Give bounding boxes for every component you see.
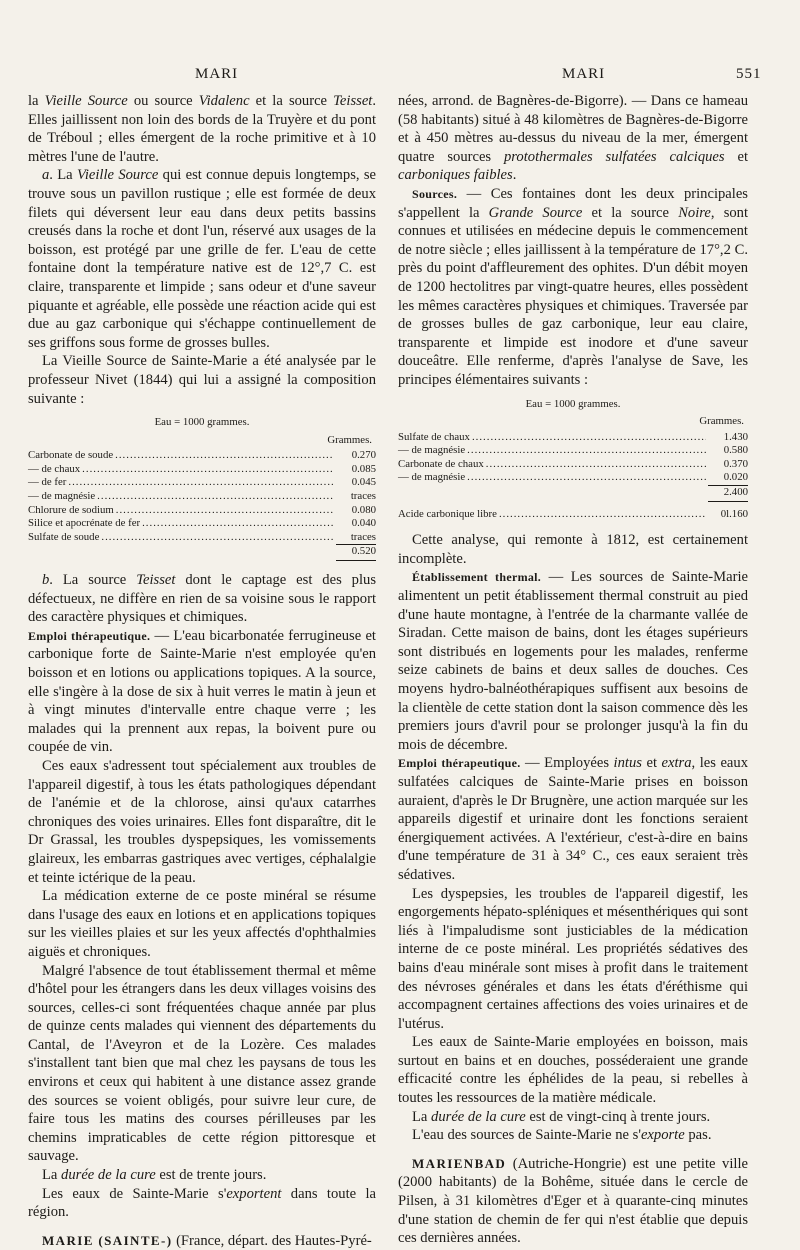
table-row: — de magnésie ..... 0.020: [398, 471, 748, 486]
paragraph: b. La source Teisset dont le captage est des plus défectueux, ne diffère en rien de sa voisine sous le rapport des caractère physiques et chimiques.: [28, 572, 377, 626]
section-label: Sources.: [412, 186, 458, 201]
paragraph: la Vieille Source ou source Vidalenc et la source Teisset. Elles jaillissent non loin des bords de la Truyère et du pont de Tréboul ; elles émergent de la roche primitive et à 10 mètres l'une de l'autre.: [28, 93, 377, 165]
table-row: Chlorure de sodium ..... 0.080: [28, 504, 376, 518]
table-total: 2.400: [398, 486, 748, 502]
running-head-right: MARI: [562, 66, 606, 82]
right-column: [398, 92, 748, 1248]
table-row: — de magnésie ..... traces: [28, 490, 376, 504]
table-total: 0.520: [28, 545, 376, 561]
paragraph: La durée de la cure est de trente jours.: [42, 1167, 267, 1184]
section-label: Emploi thérapeutique.: [398, 756, 521, 771]
paragraph: Cette analyse, qui remonte à 1812, est certainement incomplète.: [398, 532, 748, 567]
entry-paragraph: MARIE (SAINTE-) (France, départ. des Hautes-Pyré-: [42, 1232, 372, 1249]
entry-heading: MARIE (SAINTE-): [42, 1232, 173, 1248]
section-label: Emploi thérapeutique.: [28, 628, 151, 643]
paragraph: La durée de la cure est de vingt-cinq à trente jours.: [412, 1108, 711, 1125]
paragraph: La médication externe de ce poste minéral se résume dans l'usage des eaux en lotions et en applications topiques sur les vieilles plaies et sur les yeux affectés d'ophthalmies aiguës et chroniques.: [28, 888, 376, 960]
table-row: Silice et apocrénate de fer ..... 0.040: [28, 517, 376, 531]
table-row: — de fer ..... 0.045: [28, 476, 376, 490]
paragraph: La Vieille Source de Sainte-Marie a été analysée par le professeur Nivet (1844) qui lui a assigné la composition suivante :: [28, 353, 376, 407]
paragraph: nées, arrond. de Bagnères-de-Bigorre). — Dans ce hameau (58 habitants) situé à 48 kilomètres de Bagnères-de-Bigorre et à 450 mètres au-dessus du niveau de la mer, émergent quatre sources protothermales sulfatées calciques et carboniques faibles.: [398, 93, 749, 184]
table-unit: Grammes.: [699, 415, 744, 428]
table-row: Sulfate de chaux ..... 1.430: [398, 431, 748, 445]
table-row: Carbonate de soude ..... 0.270: [28, 449, 376, 463]
analysis-table-nivet: [28, 416, 376, 561]
paragraph: a. La Vieille Source qui est connue depuis longtemps, se trouve sous un pavillon rustique ; elle est formée de deux filets qui déversent leur eau dans deux petits bassins creusés dans la roche et dont l'un, réservé aux usages de la boisson, est protégé par une grille de fer. L'eau de cette fontaine dont la température native est de 12°,7 C. est claire, transparente et limpide ; sans odeur et d'une saveur piquante et agréable, elle possède une réaction acide qui est due au gaz carbonique qui s'échappe continuellement de ses griffons sous forme de grosses bulles.: [28, 167, 377, 351]
left-column: [28, 92, 376, 1250]
entry-paragraph: MARIENBAD (Autriche-Hongrie) est une petite ville (2000 habitants) de la Bohême, située dans le cercle de Pilsen, à 31 kilomètres d'Eger et à quarante-cinq minutes d'une station de chemin de fer qui n'est établie que depuis ces dernières années.: [398, 1155, 748, 1247]
paragraph: L'eau des sources de Sainte-Marie ne s'exporte pas.: [412, 1127, 712, 1144]
paragraph: Les eaux de Sainte-Marie s'exportent dans toute la région.: [28, 1185, 376, 1221]
table-unit: Grammes.: [327, 433, 372, 446]
table-row: Carbonate de chaux ..... 0.370: [398, 458, 748, 472]
paragraph: Emploi thérapeutique. — L'eau bicarbonatée ferrugineuse et carbonique forte de Sainte-Marie n'est employée qu'en boisson et en lotions ou applications topiques. A la source, elle s'ingère à la dose de six à huit verres le matin à jeun et à vingt minutes d'intervalle entre chaque verre ; les malades qui la prennent aux repas, la boivent pure ou coupée de vin.: [28, 627, 376, 756]
table-row: Sulfate de soude ..... traces: [28, 531, 376, 546]
running-head-left: MARI: [195, 66, 239, 82]
paragraph: Les eaux de Sainte-Marie employées en boisson, mais surtout en bains et en douches, posséderaient une grande efficacité contre les éphélides de la peau, si rebelles à toutes les ressources de la matière médicale.: [398, 1034, 748, 1107]
section-label: Établissement thermal.: [412, 570, 542, 585]
paragraph: Sources. — Ces fontaines dont les deux principales s'appellent la Grande Source et la source Noire, sont connues et utilisées en médecine depuis le commencement de notre siècle ; elles jaillissent à la température de 17°,2 C. près du point d'affleurement des ophites. D'un débit moyen de 1200 hectolitres par vingt-quatre heures, elles possèdent les mêmes caractères physiques et chimiques. Traversée par de grosses bulles de gaz carbonique, leur eau claire, transparente et limpide est inodore et d'une saveur douceâtre. Elle renferme, d'après l'analyse de Save, les principes élémentaires suivants :: [398, 185, 749, 388]
table-row: — de magnésie ..... 0.580: [398, 444, 748, 458]
table-row: — de chaux ..... 0.085: [28, 463, 376, 477]
entry-heading: MARIENBAD: [412, 1155, 507, 1171]
paragraph: Emploi thérapeutique. — Employées intus et extra, les eaux sulfatées calciques de Sainte-Marie prises en boisson auraient, d'après le Dr Brugnère, une action marquée sur les appareils digestif et urinaire dont les fonctions seraient énergiquement activées. A l'extérieur, c'est-à-dire en bains d'une température de 31 à 34° C., ces eaux seraient très sédatives.: [398, 755, 748, 883]
paragraph: Ces eaux s'adressent tout spécialement aux troubles de l'appareil digestif, à tous les états pathologiques dépendant de l'anémie et de la chlorose, ainsi qu'aux catarrhes chroniques des voies urinaires. Elles font disparaître, dit le Dr Grassal, les troubles dyspepsiques, les vomissements glaireux, les embarras gastriques avec vertiges, céphalalgie et teinte ictérique de la peau.: [28, 757, 376, 886]
analysis-table-save: [398, 398, 748, 522]
page-number: 551: [736, 66, 762, 82]
paragraph: Les dyspepsies, les troubles de l'appareil digestif, les engorgements hépato-spléniques et mésenthériques qui sont liés à l'impaludisme sont justiciables de la médication interne de ce poste minéral. Les propriétés sédatives des bains d'eau minérale sont mises à profit dans le traitement des névroses générales et dans les états d'éréthisme qui accompagnent certaines affections des voies urinaires et de l'utérus.: [398, 885, 748, 1032]
paragraph: Malgré l'absence de tout établissement thermal et même d'hôtel pour les étrangers dans les deux villages voisins des sources, celles-ci sont fréquentées chaque année par plus de quinze cents malades qui viennent des départements du Cantal, de l'Aveyron et de la Lozère. Ces malades s'installent tant bien que mal chez les paysans de tous les environs et ceux qui habitent à une distance assez grande des sources se voient obligés, pour suivre leur cure, de faire tous les matins des courses périlleuses par les chemins impraticables de cette région pittoresque et sauvage.: [28, 962, 376, 1165]
table-caption: Eau = 1000 grammes.: [154, 416, 250, 429]
table-row: Acide carbonique libre ..... 0l.160: [398, 508, 748, 522]
table-caption: Eau = 1000 grammes.: [525, 397, 621, 410]
paragraph: Établissement thermal. — Les sources de Sainte-Marie alimentent un petit établissement thermal construit au pied d'une haute montagne, à l'entrée de la charmante vallée de Siradan. Cette maison de bains, dont les étages supérieurs sont distribués en logements pour les malades, renferme seize cabinets de bains et deux salles de douches. Ces moyens hydro-balnéothérapiques suffisent aux besoins de la clientèle de cette station dont la saison commence dès les premiers jours d'avril pour se prolonger jusqu'à la fin du mois de décembre.: [398, 569, 748, 753]
